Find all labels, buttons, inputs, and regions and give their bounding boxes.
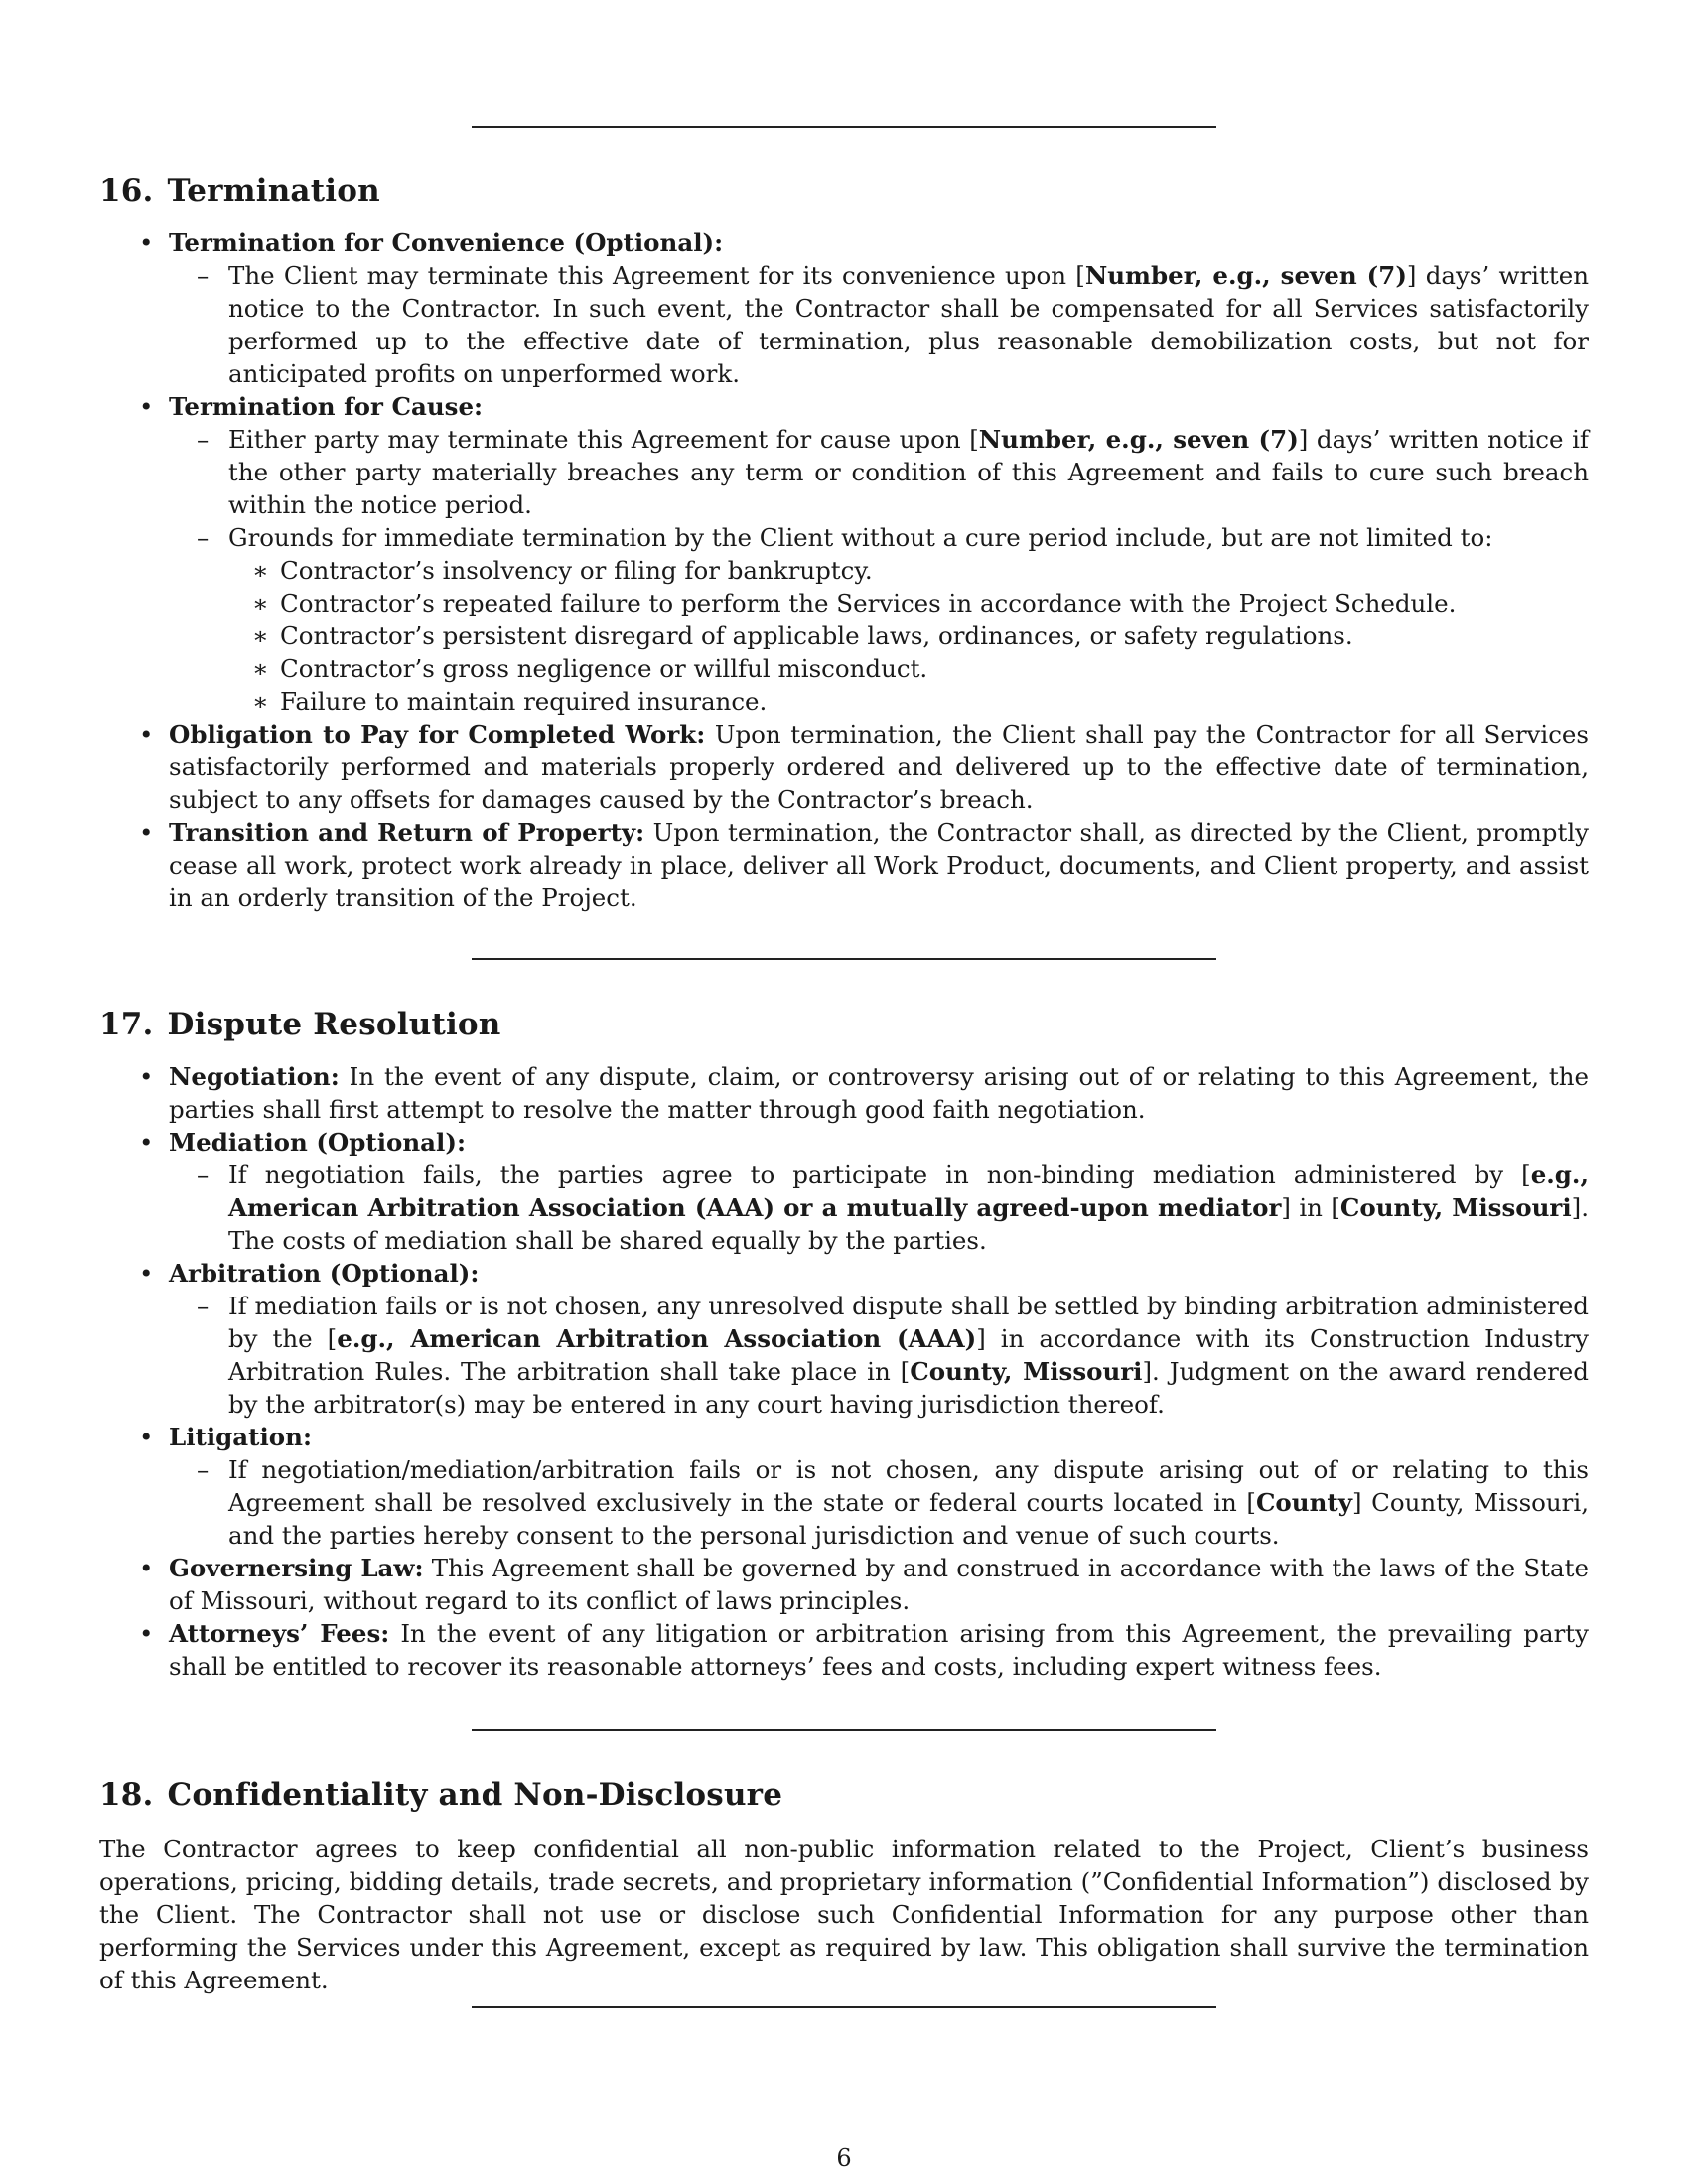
list-item: – Either party may terminate this Agreement for cause upon [Number, e.g., seven (7)] days’ written notice if the other party materially breaches any term or condition of this Agreement and fails to cure such breach within the notice period. (197, 425, 1589, 519)
list-item: – If negotiation fails, the parties agree to participate in non-binding mediation administered by [e.g., American Arbitration Association (AAA) or a mutually agreed-upon mediator] in [County, Missouri]. The costs of mediation shall be shared equally by the parties. (197, 1160, 1589, 1255)
list-item: • Termination for Convenience (Optional): (139, 228, 724, 257)
section-divider (472, 2006, 1216, 2008)
list-item: ∗ Contractor’s repeated failure to perform the Services in accordance with the Project Schedule. (252, 589, 1457, 617)
list-item: • Mediation (Optional): (139, 1128, 466, 1157)
section-heading (99, 1777, 782, 1813)
section-number: 18. (99, 1777, 154, 1813)
section-divider (472, 126, 1216, 128)
section-number: 17. (99, 1007, 154, 1042)
list-item: – If negotiation/mediation/arbitration fails or is not chosen, any dispute arising out of or relating to this Agreement shall be resolved exclusively in the state or federal courts located in [County] County, Missouri, and the parties hereby consent to the personal jurisdiction and venue of such courts. (197, 1455, 1590, 1550)
list-item: ∗ Contractor’s gross negligence or willful misconduct. (252, 654, 928, 683)
section-heading (99, 173, 380, 208)
section-heading (99, 1007, 501, 1042)
page-number: 6 (836, 2144, 852, 2172)
list-item: – If mediation fails or is not chosen, any unresolved dispute shall be settled by binding arbitration administered by the [e.g., American Arbitration Association (AAA)] in accordance with its Construction Industry Arbitration Rules. The arbitration shall take place in [County, Missouri]. Judgment on the award rendered by the arbitrator(s) may be entered in any court having jurisdiction thereof. (197, 1292, 1589, 1419)
section-divider (472, 1729, 1216, 1731)
list-item: • Termination for Cause: (139, 392, 484, 421)
termination-list (99, 226, 1589, 914)
section-title: Confidentiality and Non-Disclosure (167, 1777, 783, 1813)
list-item: • Governersing Law: This Agreement shall be governed by and construed in accordance with the laws of the State of Missouri, without regard to its conflict of laws principles. (139, 1554, 1589, 1615)
list-item: – The Client may terminate this Agreement for its convenience upon [Number, e.g., seven (7)] days’ written notice to the Contractor. In such event, the Contractor shall be compensated for all Services satisfactorily performed up to the effective date of termination, plus reasonable demobilization costs, but not for anticipated profits on unperformed work. (197, 261, 1589, 388)
section-title: Termination (167, 173, 380, 208)
list-item: ∗ Contractor’s persistent disregard of applicable laws, ordinances, or safety regulations. (252, 621, 1353, 650)
list-item: • Attorneys’ Fees: In the event of any litigation or arbitration arising from this Agreement, the prevailing party shall be entitled to recover its reasonable attorneys’ fees and costs, including expert witness fees. (139, 1619, 1589, 1681)
list-item: ∗ Failure to maintain required insurance. (252, 687, 768, 716)
section-title: Dispute Resolution (167, 1007, 501, 1042)
list-item: • Obligation to Pay for Completed Work: Upon termination, the Client shall pay the Contractor for all Services satisfactorily performed and materials properly ordered and delivered up to the effective date of termination, subject to any offsets for damages caused by the Contractor’s breach. (139, 720, 1590, 814)
list-item: • Negotiation: In the event of any dispute, claim, or controversy arising out of or relating to this Agreement, the parties shall first attempt to resolve the matter through good faith negotiation. (139, 1062, 1589, 1124)
section-number: 16. (99, 173, 154, 208)
list-item: • Transition and Return of Property: Upon termination, the Contractor shall, as directed by the Client, promptly cease all work, protect work already in place, deliver all Work Product, documents, and Client property, and assist in an orderly transition of the Project. (139, 818, 1590, 912)
list-item: • Arbitration (Optional): (139, 1259, 480, 1288)
section-divider (472, 958, 1216, 960)
list-item: ∗ Contractor’s insolvency or filing for bankruptcy. (252, 556, 873, 585)
dispute-list (99, 1060, 1589, 1683)
confidentiality-body: The Contractor agrees to keep confidential all non-public information related to the Project, Client’s business operations, pricing, bidding details, trade secrets, and proprietary information (”Confidential Information”) disclosed by the Client. The Contractor shall not use or disclose such Confidential Information for any purpose other than performing the Services under this Agreement, except as required by law. This obligation shall survive the termination of this Agreement. (99, 1835, 1589, 1994)
list-item: – Grounds for immediate termination by the Client without a cure period include, but are not limited to: (197, 523, 1493, 552)
list-item: • Litigation: (139, 1423, 312, 1451)
